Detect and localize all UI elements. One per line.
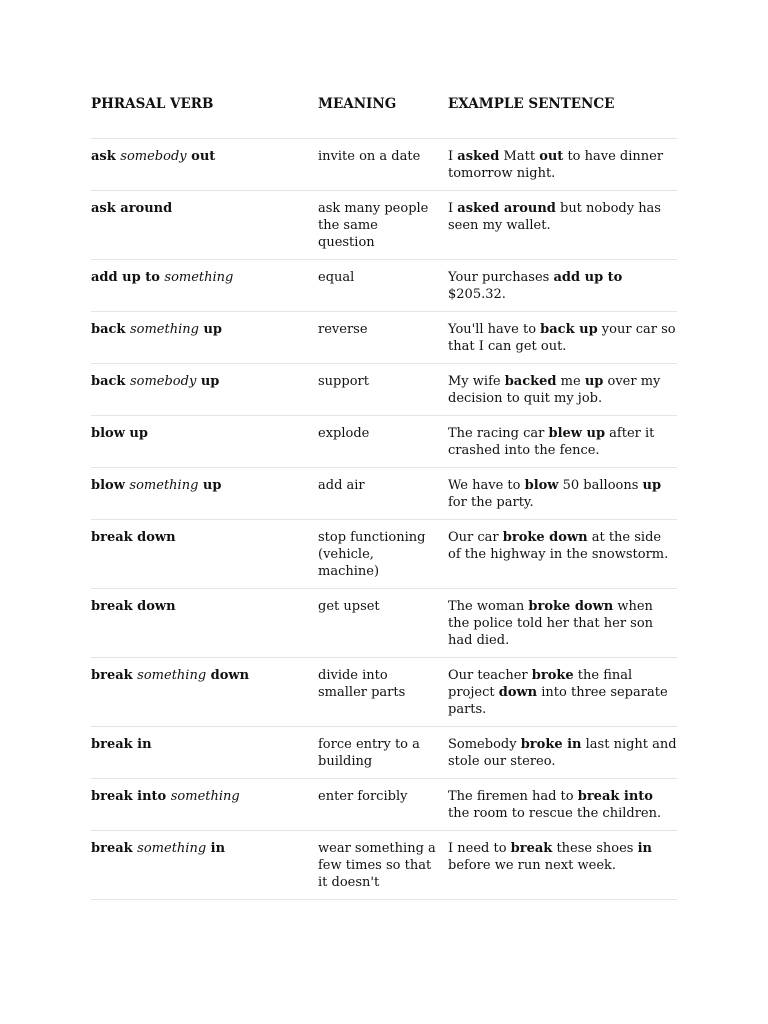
table-row: [91, 364, 677, 416]
italic-placeholder: somebody: [129, 374, 197, 389]
text-segment: when the police told her that her son had died.: [448, 599, 654, 648]
text-segment: in: [206, 841, 226, 856]
text-segment: up: [198, 478, 222, 493]
table-row: [91, 658, 677, 727]
bold-term: back up: [540, 322, 598, 337]
text-segment: Your purchases: [448, 270, 554, 285]
text-segment: the final project: [448, 668, 633, 700]
meaning-cell: reverse: [318, 312, 448, 364]
example-sentence-cell: [448, 260, 677, 312]
meaning-cell: explode: [318, 416, 448, 468]
example-sentence-cell: [448, 727, 677, 779]
text-segment: over my decision to quit my job.: [448, 374, 661, 406]
text-segment: to have dinner tomorrow night.: [448, 149, 664, 181]
text-segment: back: [91, 374, 130, 389]
phrasal-verb-cell: [91, 831, 318, 900]
phrasal-verb-table: [91, 88, 677, 900]
text-segment: break in: [91, 737, 152, 752]
text-segment: 50 balloons: [558, 478, 643, 493]
text-segment: The woman: [448, 599, 529, 614]
text-segment: I: [448, 201, 458, 216]
text-segment: out: [186, 149, 216, 164]
meaning-cell: invite on a date: [318, 139, 448, 191]
table-row: [91, 831, 677, 900]
table-row: [91, 468, 677, 520]
meaning-cell: ask many people the same question: [318, 191, 448, 260]
table-row: [91, 727, 677, 779]
phrasal-verb-cell: [91, 260, 318, 312]
table-row: [91, 520, 677, 589]
text-segment: Our car: [448, 530, 503, 545]
bold-term: up: [584, 374, 604, 389]
header-meaning: MEANING: [318, 88, 448, 139]
text-segment: at the side of the highway in the snowstorm.: [448, 530, 669, 562]
text-segment: ask: [91, 149, 121, 164]
text-segment: You'll have to: [448, 322, 541, 337]
phrasal-verb-cell: [91, 312, 318, 364]
text-segment: back: [91, 322, 130, 337]
bold-term: down: [498, 685, 538, 700]
text-segment: break into: [91, 789, 171, 804]
meaning-cell: enter forcibly: [318, 779, 448, 831]
table-row: [91, 139, 677, 191]
text-segment: I: [448, 149, 458, 164]
text-segment: blow: [91, 478, 130, 493]
table-row: [91, 312, 677, 364]
table-row: [91, 779, 677, 831]
table-header-row: [91, 88, 677, 139]
bold-term: up: [642, 478, 662, 493]
table-row: [91, 191, 677, 260]
text-segment: Our teacher: [448, 668, 532, 683]
text-segment: these shoes: [552, 841, 638, 856]
meaning-cell: divide into smaller parts: [318, 658, 448, 727]
phrasal-verb-cell: [91, 727, 318, 779]
bold-term: in: [637, 841, 652, 856]
meaning-cell: add air: [318, 468, 448, 520]
meaning-cell: force entry to a building: [318, 727, 448, 779]
bold-term: broke down: [528, 599, 614, 614]
phrasal-verb-cell: [91, 589, 318, 658]
phrasal-verb-cell: [91, 364, 318, 416]
text-segment: break down: [91, 599, 176, 614]
example-sentence-cell: [448, 191, 677, 260]
phrasal-verb-cell: [91, 779, 318, 831]
text-segment: before we run next week.: [448, 858, 617, 873]
text-segment: the room to rescue the children.: [448, 806, 662, 821]
table-body: [91, 139, 677, 900]
example-sentence-cell: [448, 364, 677, 416]
phrasal-verb-cell: [91, 191, 318, 260]
table-row: [91, 416, 677, 468]
italic-placeholder: something: [137, 841, 207, 856]
bold-term: broke: [531, 668, 574, 683]
phrasal-verb-cell: [91, 658, 318, 727]
bold-term: break into: [577, 789, 653, 804]
italic-placeholder: something: [129, 322, 199, 337]
bold-term: broke in: [520, 737, 582, 752]
table-row: [91, 260, 677, 312]
text-segment: break: [91, 668, 138, 683]
text-segment: I need to: [448, 841, 511, 856]
bold-term: break: [510, 841, 553, 856]
text-segment: add up to: [91, 270, 165, 285]
table-row: [91, 589, 677, 658]
bold-term: asked: [457, 149, 500, 164]
phrasal-verb-cell: [91, 416, 318, 468]
meaning-cell: wear something a few times so that it doesn't: [318, 831, 448, 900]
meaning-cell: equal: [318, 260, 448, 312]
example-sentence-cell: [448, 468, 677, 520]
example-sentence-cell: [448, 589, 677, 658]
example-sentence-cell: [448, 416, 677, 468]
phrasal-verb-cell: [91, 468, 318, 520]
text-segment: We have to: [448, 478, 525, 493]
bold-term: blow: [524, 478, 559, 493]
text-segment: your car so that I can get out.: [448, 322, 676, 354]
header-example-sentence: EXAMPLE SENTENCE: [448, 88, 677, 139]
meaning-cell: stop functioning (vehicle, machine): [318, 520, 448, 589]
example-sentence-cell: [448, 520, 677, 589]
example-sentence-cell: [448, 658, 677, 727]
text-segment: The racing car: [448, 426, 549, 441]
text-segment: My wife: [448, 374, 505, 389]
text-segment: ask around: [91, 201, 173, 216]
text-segment: Matt: [499, 149, 540, 164]
bold-term: broke down: [502, 530, 588, 545]
text-segment: up: [198, 322, 223, 337]
text-segment: but nobody has seen my wallet.: [448, 201, 661, 233]
meaning-cell: get upset: [318, 589, 448, 658]
italic-placeholder: somebody: [120, 149, 187, 164]
bold-term: blew up: [548, 426, 606, 441]
text-segment: into three separate parts.: [448, 685, 668, 717]
text-segment: Somebody: [448, 737, 521, 752]
bold-term: backed: [504, 374, 557, 389]
phrasal-verb-cell: [91, 139, 318, 191]
text-segment: $205.32.: [448, 287, 506, 302]
header-phrasal-verb: PHRASAL VERB: [91, 88, 318, 139]
text-segment: for the party.: [448, 495, 534, 510]
text-segment: break down: [91, 530, 176, 545]
bold-term: out: [539, 149, 564, 164]
example-sentence-cell: [448, 779, 677, 831]
text-segment: down: [206, 668, 250, 683]
text-segment: last night and stole our stereo.: [448, 737, 677, 769]
bold-term: asked around: [457, 201, 556, 216]
bold-term: add up to: [553, 270, 623, 285]
phrasal-verb-cell: [91, 520, 318, 589]
text-segment: after it crashed into the fence.: [448, 426, 655, 458]
example-sentence-cell: [448, 139, 677, 191]
text-segment: me: [556, 374, 585, 389]
example-sentence-cell: [448, 831, 677, 900]
italic-placeholder: something: [170, 789, 240, 804]
text-segment: The firemen had to: [448, 789, 578, 804]
text-segment: break: [91, 841, 138, 856]
text-segment: up: [196, 374, 220, 389]
meaning-cell: support: [318, 364, 448, 416]
italic-placeholder: something: [164, 270, 234, 285]
italic-placeholder: something: [129, 478, 199, 493]
text-segment: blow up: [91, 426, 148, 441]
example-sentence-cell: [448, 312, 677, 364]
italic-placeholder: something: [137, 668, 207, 683]
